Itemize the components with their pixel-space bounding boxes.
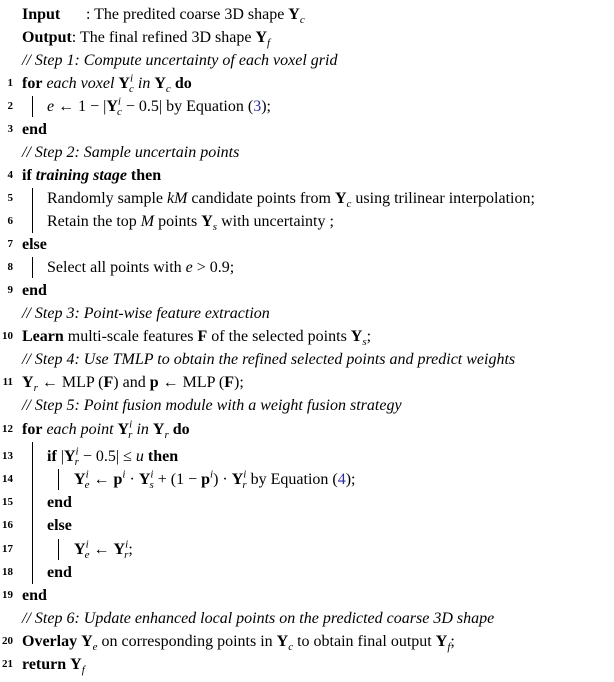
- line-number: 21: [2, 658, 13, 670]
- output-label: Output: [22, 29, 72, 46]
- algo-line-9: 9 end: [0, 279, 614, 302]
- algo-line-15: 15 end: [0, 491, 614, 514]
- algo-line-17: 17 $Y^i_e$ ← $Y^i_r$;: [2, 538, 133, 562]
- algo-line-4: 4 if training stage then: [0, 164, 614, 187]
- line-number: 9: [7, 284, 13, 296]
- line-number: 13: [2, 450, 13, 462]
- line-number: 7: [7, 238, 13, 250]
- line-number: 4: [7, 169, 13, 181]
- line-number: 10: [2, 330, 13, 342]
- comment-step-1: // Step 1: Compute uncertainty of each voxel grid: [22, 52, 338, 69]
- equation-ref-4[interactable]: 4: [337, 471, 346, 488]
- block-rule: [58, 539, 59, 560]
- output-text: The final refined 3D shape: [79, 29, 252, 46]
- algo-line-3: 3 end: [0, 118, 614, 141]
- comment-step-6: // Step 6: Update enhanced local points on the predicted coarse 3D shape: [22, 610, 495, 627]
- algo-line-13: 13 if $|Y^i_r - 0.5| \le u$ then: [2, 445, 179, 469]
- algo-line-8: 8 Select all points with e > 0.9;: [0, 256, 614, 279]
- algo-line-16: 16 else: [0, 514, 614, 537]
- input-line: Input : The predited coarse 3D shape $Y_c$: [0, 3, 614, 26]
- comment-step-3: // Step 3: Point-wise feature extraction: [22, 305, 270, 322]
- block-rule: [32, 442, 33, 584]
- line-number: 2: [7, 100, 13, 112]
- algo-line-18: 18 end: [0, 561, 614, 584]
- comment-step-4: // Step 4: Use TMLP to obtain the refined selected points and predict weights: [22, 351, 516, 368]
- algo-line-5: 5 Randomly sample kM candidate points from $Y_c$ using trilinear interpolation;: [0, 187, 614, 210]
- block-rule: [32, 257, 33, 278]
- algo-line-20: 20 Overlay $Y_e$ on corresponding points in $Y_c$ to obtain final output $Y_f$;: [0, 630, 614, 653]
- line-number: 12: [2, 423, 13, 435]
- line-number: 15: [2, 496, 13, 508]
- line-number: 1: [7, 77, 13, 89]
- line-number: 20: [2, 635, 13, 647]
- comment-step-2: // Step 2: Sample uncertain points: [22, 144, 240, 161]
- line-number: 19: [2, 589, 13, 601]
- algo-line-6: 6 Retain the top M points $Y_s$ with uncertainty ;: [0, 210, 614, 233]
- algo-line-2: 2 e ← $1 - |Y^i_c - 0.5|$ by Equation (3);: [0, 95, 614, 118]
- line-number: 16: [2, 519, 13, 531]
- line-number: 14: [2, 473, 13, 485]
- line-number: 11: [2, 376, 13, 388]
- output-line: Output: The final refined 3D shape $Y_f$: [22, 29, 271, 50]
- line-number: 8: [7, 261, 13, 273]
- comment-step-5: // Step 5: Point fusion module with a weight fusion strategy: [22, 397, 402, 414]
- algo-line-12: 12 for each point $Y^i_r$ in $Y_r$ do: [2, 418, 190, 442]
- algo-line-1: 1 for each voxel $Y^i_c$ in $Y_c$ do: [0, 72, 614, 95]
- algo-line-14: 14 $Y^i_e$ ← $p^i \cdot Y^i_s + (1 - p^i) \cdot Y^i_r$ by Equation (4);: [2, 468, 356, 492]
- algo-line-11: 11 $Y_r$ ← MLP (F) and p ← MLP (F);: [0, 371, 614, 394]
- line-number: 17: [2, 543, 13, 555]
- line-number: 3: [7, 123, 13, 135]
- algo-line-21: 21 return $Y_f$: [0, 653, 614, 676]
- algo-line-7: 7 else: [0, 233, 614, 256]
- algo-line-10: 10 Learn multi-scale features F of the selected points $Y_s$;: [0, 325, 614, 348]
- line-number: 18: [2, 566, 13, 578]
- block-rule: [32, 96, 33, 117]
- line-number: 6: [7, 215, 13, 227]
- input-label: Input: [22, 6, 61, 23]
- block-rule: [58, 469, 59, 490]
- equation-ref-3[interactable]: 3: [253, 98, 262, 115]
- input-text: The predited coarse 3D shape: [94, 6, 285, 23]
- line-number: 5: [7, 192, 13, 204]
- block-rule: [32, 188, 33, 233]
- algo-line-19: 19 end: [0, 584, 614, 607]
